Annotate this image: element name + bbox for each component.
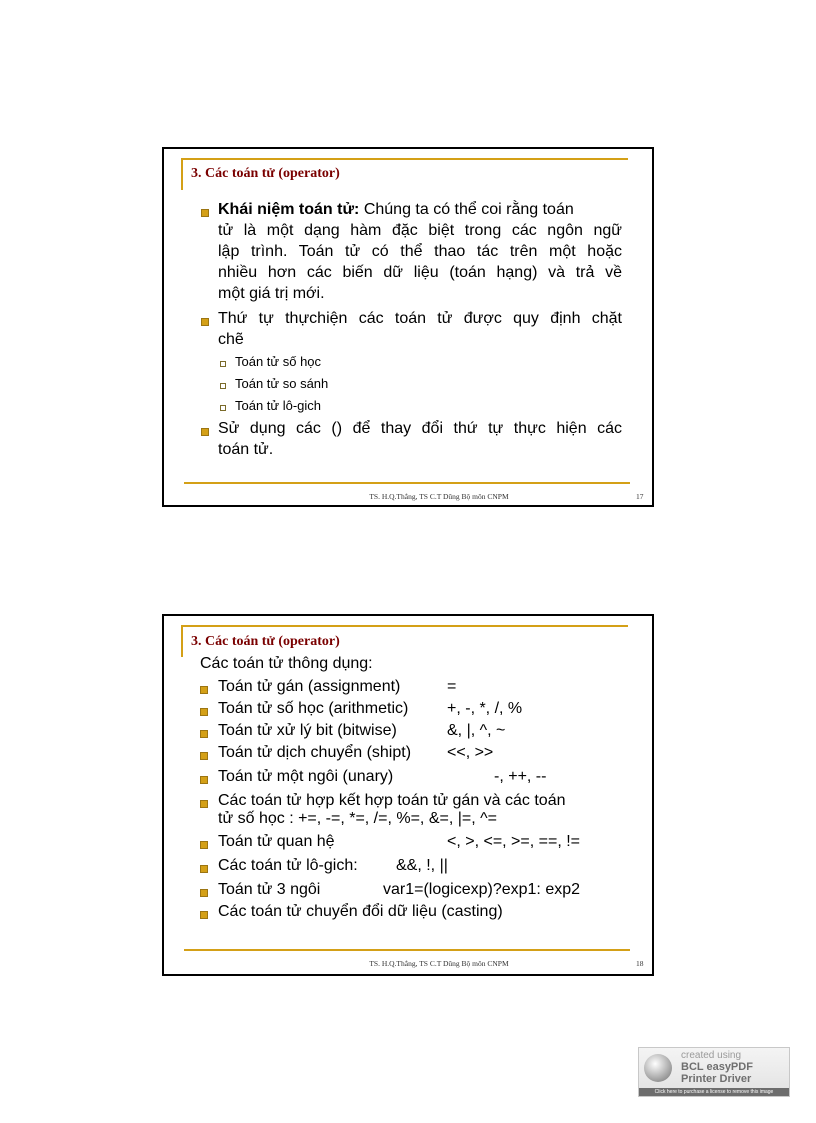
easypdf-watermark[interactable] bbox=[638, 1047, 790, 1097]
slide-title: 3. Các toán tử (operator) bbox=[191, 634, 340, 649]
slide-title: 3. Các toán tử (operator) bbox=[191, 166, 340, 181]
bullet-icon bbox=[201, 318, 209, 326]
operator-label: Toán tử một ngôi (unary) bbox=[218, 768, 394, 785]
bullet-icon bbox=[200, 841, 208, 849]
title-rule bbox=[181, 625, 628, 627]
operator-symbols: var1=(logicexp)?exp1: exp2 bbox=[383, 881, 581, 898]
bullet-icon bbox=[200, 708, 208, 716]
bullet-icon bbox=[200, 776, 208, 784]
slide-footer: TS. H.Q.Thắng, TS C.T Dũng Bộ môn CNPM bbox=[369, 492, 509, 501]
printer-disc-icon bbox=[644, 1054, 672, 1082]
sub-item: Toán tử số học bbox=[235, 354, 322, 369]
operator-symbols: +, -, *, /, % bbox=[447, 700, 523, 717]
operator-label: Các toán tử chuyển đổi dữ liệu (casting) bbox=[218, 903, 503, 920]
bullet-icon bbox=[200, 800, 208, 808]
bullet-icon bbox=[200, 730, 208, 738]
watermark-line-1: created using bbox=[681, 1050, 742, 1061]
slide-17 bbox=[162, 147, 654, 507]
slide-footer: TS. H.Q.Thắng, TS C.T Dũng Bộ môn CNPM bbox=[369, 959, 509, 968]
title-rule bbox=[181, 158, 628, 160]
bullet-1-line-4: nhiều hơn các biến dữ liệu (toán hạng) và trả về bbox=[218, 264, 622, 281]
operator-label: Toán tử số học (arithmetic) bbox=[218, 700, 409, 717]
page-number: 18 bbox=[636, 959, 644, 968]
sub-bullet-icon bbox=[220, 405, 226, 411]
watermark-line-3: Printer Driver bbox=[681, 1073, 752, 1085]
bullet-icon bbox=[200, 865, 208, 873]
sub-item: Toán tử so sánh bbox=[235, 376, 329, 391]
footer-rule bbox=[184, 482, 630, 484]
operator-label: Các toán tử lô-gich: bbox=[218, 857, 358, 874]
operator-symbols: &&, !, || bbox=[396, 857, 448, 874]
footer-rule bbox=[184, 949, 630, 951]
watermark-purchase-link[interactable]: Click here to purchase a license to remove this image bbox=[639, 1088, 789, 1096]
sub-item: Toán tử lô-gich bbox=[235, 398, 322, 413]
operator-label: Toán tử xử lý bit (bitwise) bbox=[218, 722, 397, 739]
slide-18 bbox=[162, 614, 654, 976]
operator-label: Các toán tử hợp kết hợp toán tử gán và các toán bbox=[218, 792, 566, 809]
bullet-1-line-5: một giá trị mới. bbox=[218, 285, 325, 302]
operator-label: Toán tử 3 ngôi bbox=[218, 881, 321, 898]
bullet-1-line-1: Khái niệm toán tử: Chúng ta có thể coi rằng toán bbox=[218, 201, 574, 218]
sub-bullet-icon bbox=[220, 361, 226, 367]
bullet-1-line-2: tử là một dạng hàm đặc biệt trong các ngôn ngữ bbox=[218, 222, 622, 239]
operator-label: Toán tử gán (assignment) bbox=[218, 678, 401, 695]
bullet-icon bbox=[201, 428, 209, 436]
page-number: 17 bbox=[636, 492, 644, 501]
operator-symbols: <, >, <=, >=, ==, != bbox=[447, 833, 580, 850]
bullet-3-line-2: toán tử. bbox=[218, 441, 274, 458]
bullet-icon bbox=[200, 889, 208, 897]
watermark-line-2: BCL easyPDF bbox=[681, 1061, 753, 1073]
bullet-2-line-2: chẽ bbox=[218, 331, 244, 348]
bullet-icon bbox=[200, 911, 208, 919]
operator-symbols: tử số học : +=, -=, *=, /=, %=, &=, |=, ^= bbox=[218, 810, 497, 827]
operator-label: Toán tử quan hệ bbox=[218, 833, 335, 850]
sub-bullet-icon bbox=[220, 383, 226, 389]
operator-symbols: -, ++, -- bbox=[494, 768, 547, 785]
operator-label: Toán tử dịch chuyển (shipt) bbox=[218, 744, 412, 761]
title-accent-line bbox=[181, 625, 183, 657]
operator-symbols: &, |, ^, ~ bbox=[447, 722, 506, 739]
concept-term: Khái niệm toán tử: bbox=[218, 201, 360, 218]
bullet-icon bbox=[201, 209, 209, 217]
bullet-1-line-3: lập trình. Toán tử có thể thao tác trên một hoặc bbox=[218, 243, 622, 260]
bullet-2-line-1: Thứ tự thựchiện các toán tử được quy định chặt bbox=[218, 310, 622, 327]
operator-symbols: = bbox=[447, 678, 457, 695]
bullet-icon bbox=[200, 752, 208, 760]
title-accent-line bbox=[181, 158, 183, 190]
intro-text: Các toán tử thông dụng: bbox=[200, 655, 373, 672]
operator-symbols: <<, >> bbox=[447, 744, 494, 761]
bullet-icon bbox=[200, 686, 208, 694]
bullet-3-line-1: Sử dụng các () để thay đổi thứ tự thực hiện các bbox=[218, 420, 622, 437]
